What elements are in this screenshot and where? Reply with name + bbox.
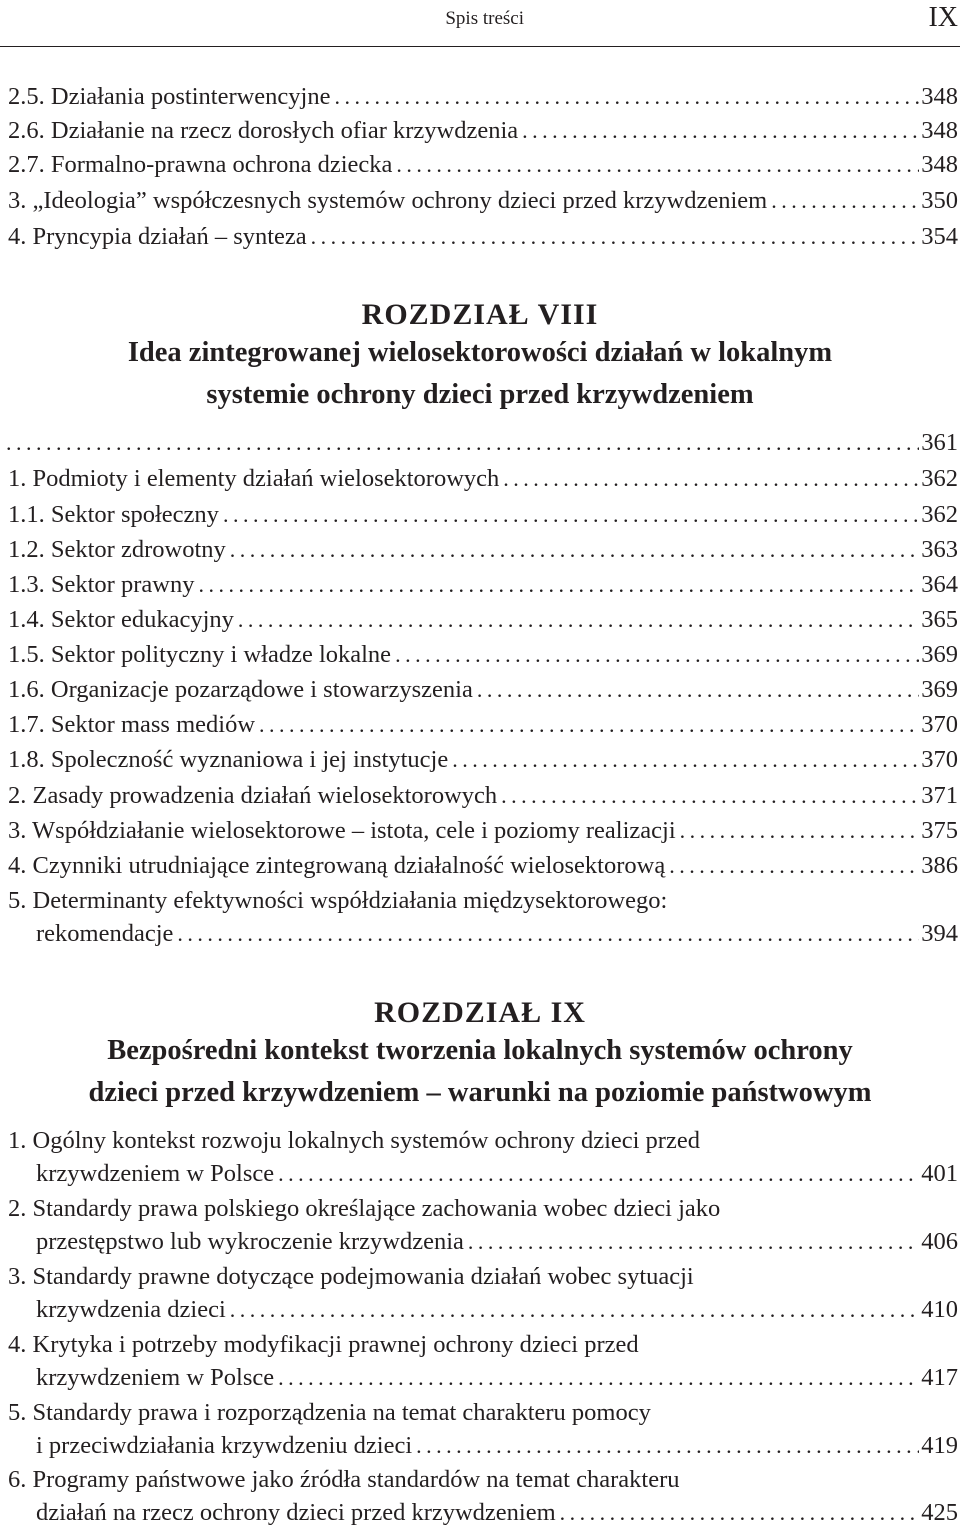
leader-dots — [278, 1361, 919, 1394]
toc-entry-title-cont: i przeciwdziałania krzywdzeniu dzieci — [36, 1432, 413, 1459]
leader-dots — [223, 498, 919, 531]
toc-entry-title-cont: przestępstwo lub wykroczenie krzywdzenia — [36, 1228, 464, 1255]
leader-dots — [416, 1429, 919, 1462]
toc-entry[interactable] — [6, 426, 958, 459]
toc-entry[interactable] — [8, 184, 958, 217]
toc-entry-title: 1. Ogólny kontekst rozwoju lokalnych systemów ochrony dzieci przed — [8, 1127, 700, 1154]
toc-entry-title: 5. Determinanty efektywności współdziałania międzysektorowego: — [8, 887, 668, 914]
chapter-title: Bezpośredni kontekst tworzenia lokalnych systemów ochrony — [107, 1035, 853, 1066]
toc-entry-page: 369 — [921, 676, 958, 703]
toc-entry-title-cont: krzywdzeniem w Polsce — [36, 1160, 275, 1187]
toc-entry-page: 406 — [921, 1228, 958, 1255]
toc-entry[interactable] — [8, 603, 958, 636]
toc-entry[interactable] — [8, 462, 958, 495]
leader-dots — [311, 220, 920, 253]
chapter-title: systemie ochrony dzieci przed krzywdzeniem — [206, 379, 754, 410]
chapter-label: ROZDZIAŁ IX — [374, 996, 586, 1029]
toc-entry-page: 386 — [921, 852, 958, 879]
leader-dots — [198, 568, 919, 601]
leader-dots — [334, 80, 919, 113]
leader-dots — [560, 1496, 920, 1529]
toc-entry[interactable] — [8, 1396, 958, 1462]
toc-entry-page: 370 — [921, 711, 958, 738]
toc-entry-page: 348 — [921, 151, 958, 178]
toc-entry-page: 410 — [921, 1296, 958, 1323]
leader-dots — [452, 743, 919, 776]
toc-entry[interactable] — [8, 638, 958, 671]
toc-entry-page: 425 — [921, 1499, 958, 1526]
toc-entry-title-cont: krzywdzeniem w Polsce — [36, 1364, 275, 1391]
toc-entry-page: 350 — [921, 187, 958, 214]
toc-entry-page: 362 — [921, 465, 958, 492]
leader-dots — [230, 533, 920, 566]
toc-entry[interactable] — [8, 220, 958, 253]
toc-entry-title-cont: działań na rzecz ochrony dzieci przed krzywdzeniem — [36, 1499, 556, 1526]
toc-entry-page: 362 — [921, 501, 958, 528]
leader-dots — [278, 1157, 919, 1190]
toc-entry-title: 1. Podmioty i elementy działań wielosektorowych — [8, 465, 500, 492]
toc-entry-title: 1.5. Sektor polityczny i władze lokalne — [8, 641, 392, 668]
toc-entry-page: 371 — [921, 782, 958, 809]
toc-entry[interactable] — [8, 849, 958, 882]
chapter-heading — [0, 996, 960, 1114]
toc-entry-page: 348 — [921, 117, 958, 144]
toc-entry-title: 4. Krytyka i potrzeby modyfikacji prawnej ochrony dzieci przed — [8, 1331, 639, 1358]
toc-entry-title: 2. Standardy prawa polskiego określające zachowania wobec dzieci jako — [8, 1195, 721, 1222]
page-header — [0, 0, 960, 47]
toc-entry-page: 370 — [921, 746, 958, 773]
toc-entry-title: 4. Pryncypia działań – synteza — [8, 223, 307, 250]
toc-entry[interactable] — [8, 1260, 958, 1326]
leader-dots — [477, 673, 919, 706]
toc-entry[interactable] — [8, 814, 958, 847]
leader-dots — [669, 849, 919, 882]
toc-entry[interactable] — [8, 708, 958, 741]
leader-dots — [468, 1225, 919, 1258]
toc-entry-title: 1.4. Sektor edukacyjny — [8, 606, 234, 633]
toc-entry[interactable] — [8, 743, 958, 776]
toc-entry-page: 363 — [921, 536, 958, 563]
leader-dots — [395, 638, 919, 671]
chapter-heading — [0, 298, 960, 416]
toc-entry-title: 2.7. Formalno-prawna ochrona dziecka — [8, 151, 393, 178]
toc-entry-title: 2.6. Działanie na rzecz dorosłych ofiar krzywdzenia — [8, 117, 519, 144]
toc-entry-title: 1.8. Spoleczność wyznaniowa i jej instytucje — [8, 746, 449, 773]
toc-entry-title: 5. Standardy prawa i rozporządzenia na temat charakteru pomocy — [8, 1399, 651, 1426]
page-number: IX — [928, 2, 958, 33]
toc-entry[interactable] — [8, 114, 958, 147]
toc-entry-title: 2. Zasady prowadzenia działań wielosektorowych — [8, 782, 498, 809]
toc-entry[interactable] — [8, 1124, 958, 1190]
toc-entry-page: 365 — [921, 606, 958, 633]
running-title: Spis treści — [445, 8, 524, 29]
toc-entry[interactable] — [8, 884, 958, 950]
toc-entry-page: 419 — [921, 1432, 958, 1459]
toc-entry-page: 348 — [921, 83, 958, 110]
toc-entry-title-cont: krzywdzenia dzieci — [36, 1296, 226, 1323]
chapter-label: ROZDZIAŁ VIII — [361, 298, 599, 331]
toc-entry-page: 369 — [921, 641, 958, 668]
toc-entry-title: 1.7. Sektor mass mediów — [8, 711, 256, 738]
chapter-title: dzieci przed krzywdzeniem – warunki na poziomie państwowym — [88, 1077, 872, 1108]
toc-entry-page: 394 — [921, 920, 958, 947]
toc-entry[interactable] — [8, 1328, 958, 1394]
toc-entry-title: 1.2. Sektor zdrowotny — [8, 536, 226, 563]
toc-entry-title: 2.5. Działania postinterwencyjne — [8, 83, 331, 110]
toc-entry[interactable] — [8, 533, 958, 566]
toc-entry[interactable] — [8, 498, 958, 531]
chapter-title: Idea zintegrowanej wielosektorowości działań w lokalnym — [127, 337, 833, 368]
toc-entry[interactable] — [8, 80, 958, 113]
leader-dots — [680, 814, 920, 847]
toc-entry-page: 375 — [921, 817, 958, 844]
leader-dots — [6, 426, 919, 459]
toc-entry-title-cont: rekomendacje — [36, 920, 174, 947]
leader-dots — [501, 779, 919, 812]
toc-entry-title: 6. Programy państwowe jako źródła standardów na temat charakteru — [8, 1466, 680, 1493]
toc-entry[interactable] — [8, 673, 958, 706]
toc-entry[interactable] — [8, 148, 958, 181]
toc-entry-title: 4. Czynniki utrudniające zintegrowaną działalność wielosektorową — [8, 852, 666, 879]
toc-entry-title: 1.3. Sektor prawny — [8, 571, 195, 598]
toc-entry-title: 1.1. Sektor społeczny — [8, 501, 219, 528]
toc-entry[interactable] — [8, 1192, 958, 1258]
toc-entry[interactable] — [8, 1463, 958, 1529]
toc-entry-page: 417 — [921, 1364, 958, 1391]
toc-entry-title: 3. Standardy prawne dotyczące podejmowania działań wobec sytuacji — [8, 1263, 694, 1290]
toc-entry[interactable] — [8, 568, 958, 601]
leader-dots — [503, 462, 919, 495]
toc-entry-title: 3. Współdziałanie wielosektorowe – istota, cele i poziomy realizacji — [8, 817, 676, 844]
leader-dots — [396, 148, 919, 181]
leader-dots — [522, 114, 919, 147]
toc-entry-title: 3. „Ideologia” współczesnych systemów ochrony dzieci przed krzywdzeniem — [8, 187, 768, 214]
toc-entry-page: 361 — [921, 429, 958, 456]
toc-entry[interactable] — [8, 779, 958, 812]
toc-entry-page: 364 — [921, 571, 958, 598]
leader-dots — [177, 917, 919, 950]
toc-entry-page: 354 — [921, 223, 958, 250]
leader-dots — [230, 1293, 919, 1326]
leader-dots — [771, 184, 919, 217]
leader-dots — [238, 603, 919, 636]
leader-dots — [259, 708, 919, 741]
toc-entry-page: 401 — [921, 1160, 958, 1187]
toc-entry-title: 1.6. Organizacje pozarządowe i stowarzyszenia — [8, 676, 473, 703]
